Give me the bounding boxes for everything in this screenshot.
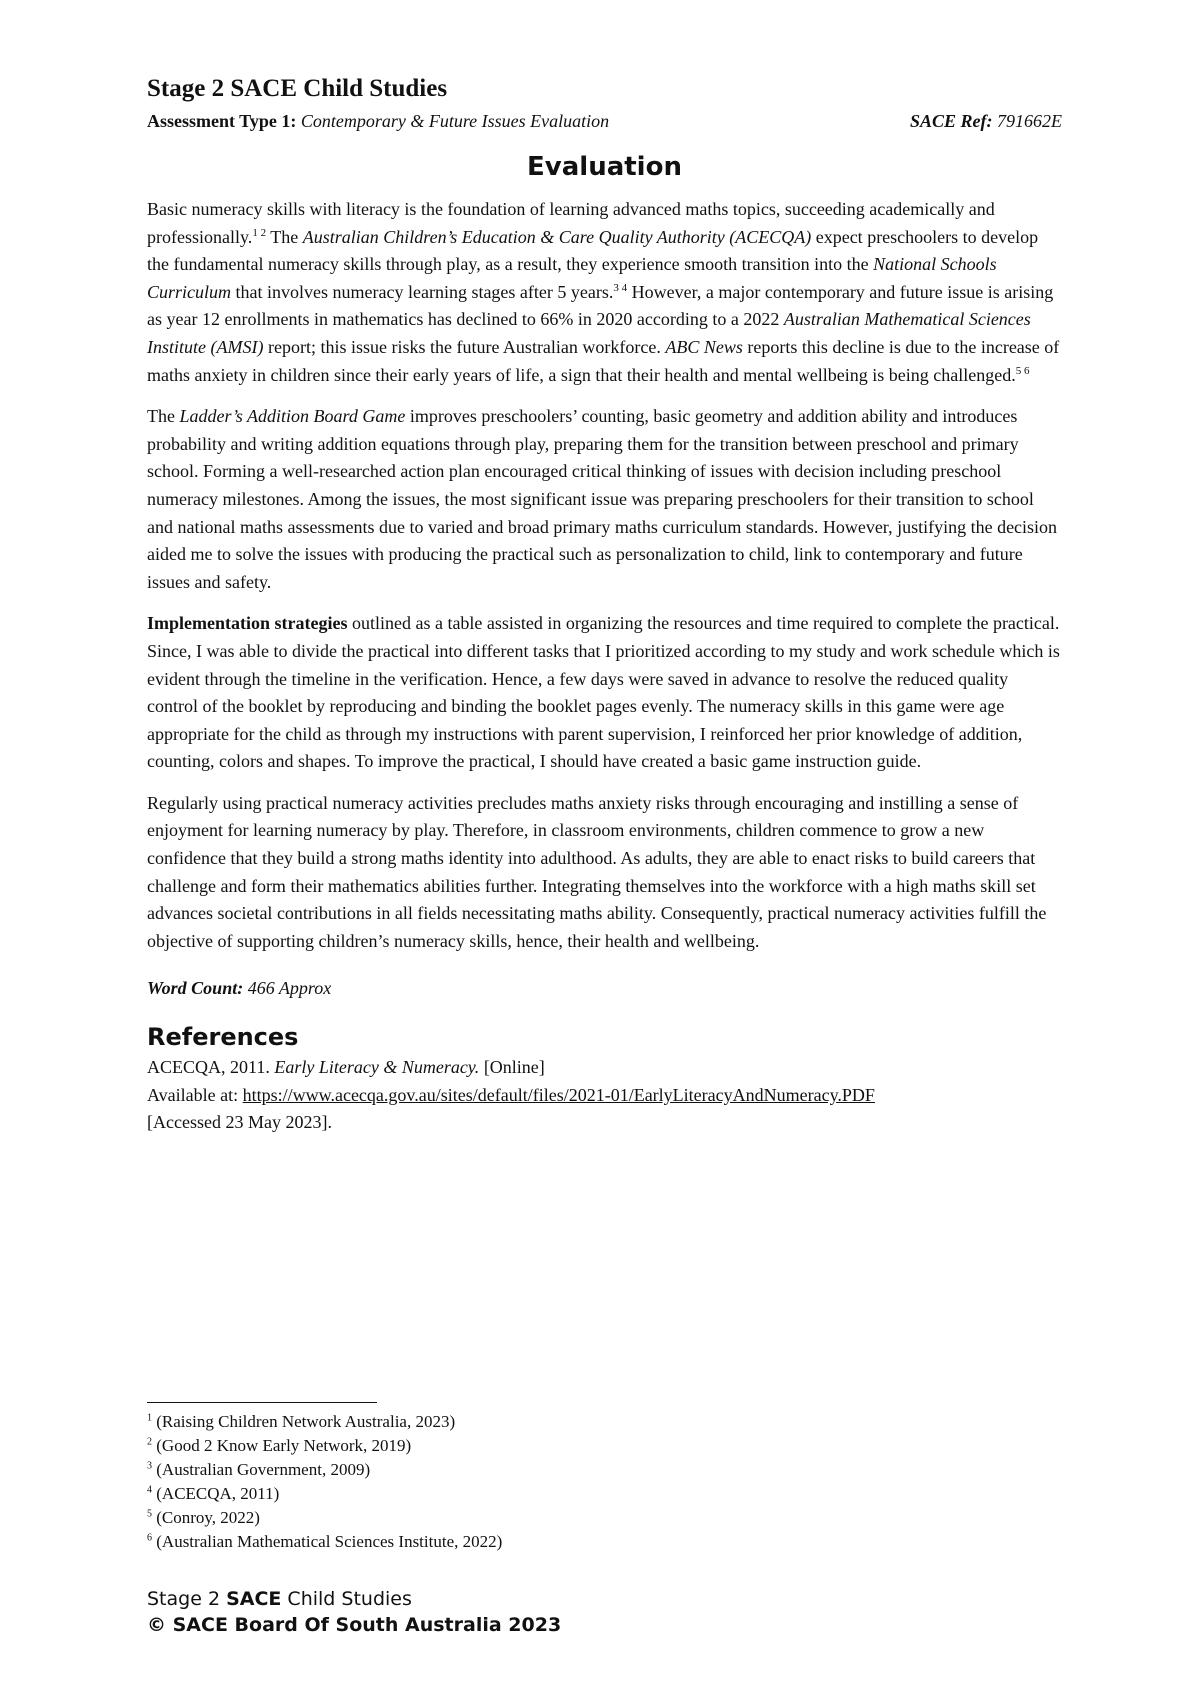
text-run: Basic numeracy skills with literacy is the foundation of learning advanced maths topics, succeeding academically and professionally.	[147, 199, 995, 247]
reference-accessed: [Accessed 23 May 2023].	[147, 1112, 332, 1133]
footnotes	[147, 1410, 502, 1554]
footnote-ref: 1 2	[252, 226, 267, 239]
word-count-value: 466 Approx	[243, 978, 332, 999]
footer-text: Stage 2	[147, 1588, 227, 1610]
footnote-item	[147, 1410, 502, 1434]
bold-run: Implementation strategies	[147, 613, 348, 634]
footer-line-subject	[147, 1586, 561, 1612]
assessment-type-label: Assessment Type 1:	[147, 111, 297, 131]
page-footer	[147, 1586, 561, 1638]
reference-available-label: Available at:	[147, 1084, 243, 1105]
paragraph-conclusion	[147, 790, 1062, 956]
text-run: However, a major contemporary and future issue is arising as year 12 enrollments in mathematics has declined to 66% in 2020 according to a 2022	[147, 281, 1054, 330]
references-heading: References	[147, 1023, 299, 1052]
reference-title: Early Literacy & Numeracy.	[274, 1057, 480, 1078]
footnote-item	[147, 1458, 502, 1482]
paragraph-board-game	[147, 403, 1062, 596]
section-title: Evaluation	[527, 152, 682, 182]
assessment-type-name: Contemporary & Future Issues Evaluation	[300, 111, 610, 131]
footer-sace-bold: SACE	[226, 1588, 282, 1610]
italic-run: National Schools Curriculum	[147, 254, 997, 302]
italic-run: Australian Mathematical Sciences Institute (AMSI)	[147, 309, 1031, 357]
text-run: improves preschoolers’ counting, basic geometry and addition ability and introduces probability and writing addition equations through play, preparing them for the transition between preschool and primary school. Forming a well-researched action plan encouraged critical thinking of issues with decision including preschool numeracy milestones. Among the issues, the most significant issue was preparing preschoolers for their transition to school and national maths assessments due to varied and broad primary maths curriculum standards. However, justifying the decision aided me to solve the issues with producing the practical such as personalization to child, link to contemporary and future issues and safety.	[147, 406, 1058, 592]
footnote-item	[147, 1434, 502, 1458]
reference-author: ACECQA, 2011.	[147, 1057, 275, 1078]
footnote-item	[147, 1482, 502, 1506]
reference-line	[147, 1054, 1062, 1082]
footnote-number: 3	[147, 1460, 152, 1472]
footnote-text: (Good 2 Know Early Network, 2019)	[152, 1436, 412, 1455]
reference-url-link[interactable]: https://www.acecqa.gov.au/sites/default/files/2021-01/EarlyLiteracyAndNumeracy.PDF	[242, 1084, 875, 1105]
footnote-number: 1	[147, 1412, 152, 1424]
footnote-number: 6	[147, 1532, 152, 1544]
sace-ref-value: 791662E	[997, 111, 1062, 131]
reference-entry	[147, 1054, 1062, 1137]
assessment-type	[147, 108, 609, 134]
footnote-text: (ACECQA, 2011)	[152, 1484, 280, 1503]
footnote-text: (Australian Mathematical Sciences Institute, 2022)	[152, 1532, 503, 1551]
paragraph-intro	[147, 196, 1062, 389]
footnote-number: 4	[147, 1484, 152, 1496]
footnote-text: (Raising Children Network Australia, 2023)	[152, 1412, 456, 1431]
word-count-label: Word Count:	[147, 978, 244, 999]
footnote-item	[147, 1506, 502, 1530]
italic-run: ABC News	[665, 336, 743, 357]
word-count	[147, 975, 1062, 1002]
footnote-divider	[147, 1402, 377, 1403]
assessment-meta-row	[147, 108, 1062, 134]
footnote-text: (Australian Government, 2009)	[152, 1460, 371, 1479]
footer-copyright-text: © SACE Board Of South Australia 2023	[147, 1614, 562, 1636]
text-run: The	[266, 226, 303, 247]
footer-copyright	[147, 1612, 561, 1638]
text-run: expect preschoolers to develop the fundamental numeracy skills through play, as a result, they experience smooth transition into the	[147, 226, 1039, 275]
reference-line	[147, 1082, 1062, 1110]
sace-ref-label: SACE Ref:	[909, 111, 993, 131]
reference-online: [Online]	[479, 1057, 545, 1078]
page-content	[147, 72, 1062, 1137]
footnote-item	[147, 1530, 502, 1554]
sace-ref	[910, 108, 1062, 134]
italic-run: Ladder’s Addition Board Game	[179, 406, 406, 427]
footnote-text: (Conroy, 2022)	[152, 1508, 260, 1527]
text-run: that involves numeracy learning stages after 5 years.	[231, 281, 614, 302]
footnote-number: 5	[147, 1508, 152, 1520]
text-run: report; this issue risks the future Australian workforce.	[263, 336, 666, 357]
footnote-ref: 3 4	[613, 281, 628, 294]
text-run: outlined as a table assisted in organizing the resources and time required to complete the practical. Since, I was able to divide the practical into different tasks that I prioritized according to my study and work schedule which is evident through the timeline in the verification. Hence, a few days were saved in advance to resolve the reduced quality control of the booklet by reproducing and binding the booklet pages evenly. The numeracy skills in this game were age appropriate for the child as through my instructions with parent supervision, I reinforced her prior knowledge of addition, counting, colors and shapes. To improve the practical, I should have created a basic game instruction guide.	[147, 613, 1060, 772]
paragraph-implementation	[147, 610, 1062, 776]
text-run: Regularly using practical numeracy activities precludes maths anxiety risks through encouraging and instilling a sense of enjoyment for learning numeracy by play. Therefore, in classroom environments, children commence to grow a new confidence that they build a strong maths identity into adulthood. As adults, they are able to enact risks to build careers that challenge and form their mathematics abilities further. Integrating themselves into the workforce with a high maths skill set advances societal contributions in all fields necessitating maths ability. Consequently, practical numeracy activities fulfill the objective of supporting children’s numeracy skills, hence, their health and wellbeing.	[147, 792, 1047, 951]
document-title: Stage 2 SACE Child Studies	[147, 75, 448, 102]
text-run: reports this decline is due to the increase of maths anxiety in children since their early years of life, a sign that their health and mental wellbeing is being challenged.	[147, 336, 1060, 385]
footnote-ref: 5 6	[1015, 364, 1030, 377]
footer-text: Child Studies	[281, 1588, 412, 1610]
italic-run: Australian Children’s Education & Care Quality Authority (ACECQA)	[302, 226, 812, 247]
text-run: The	[147, 406, 180, 427]
footnote-number: 2	[147, 1436, 152, 1448]
